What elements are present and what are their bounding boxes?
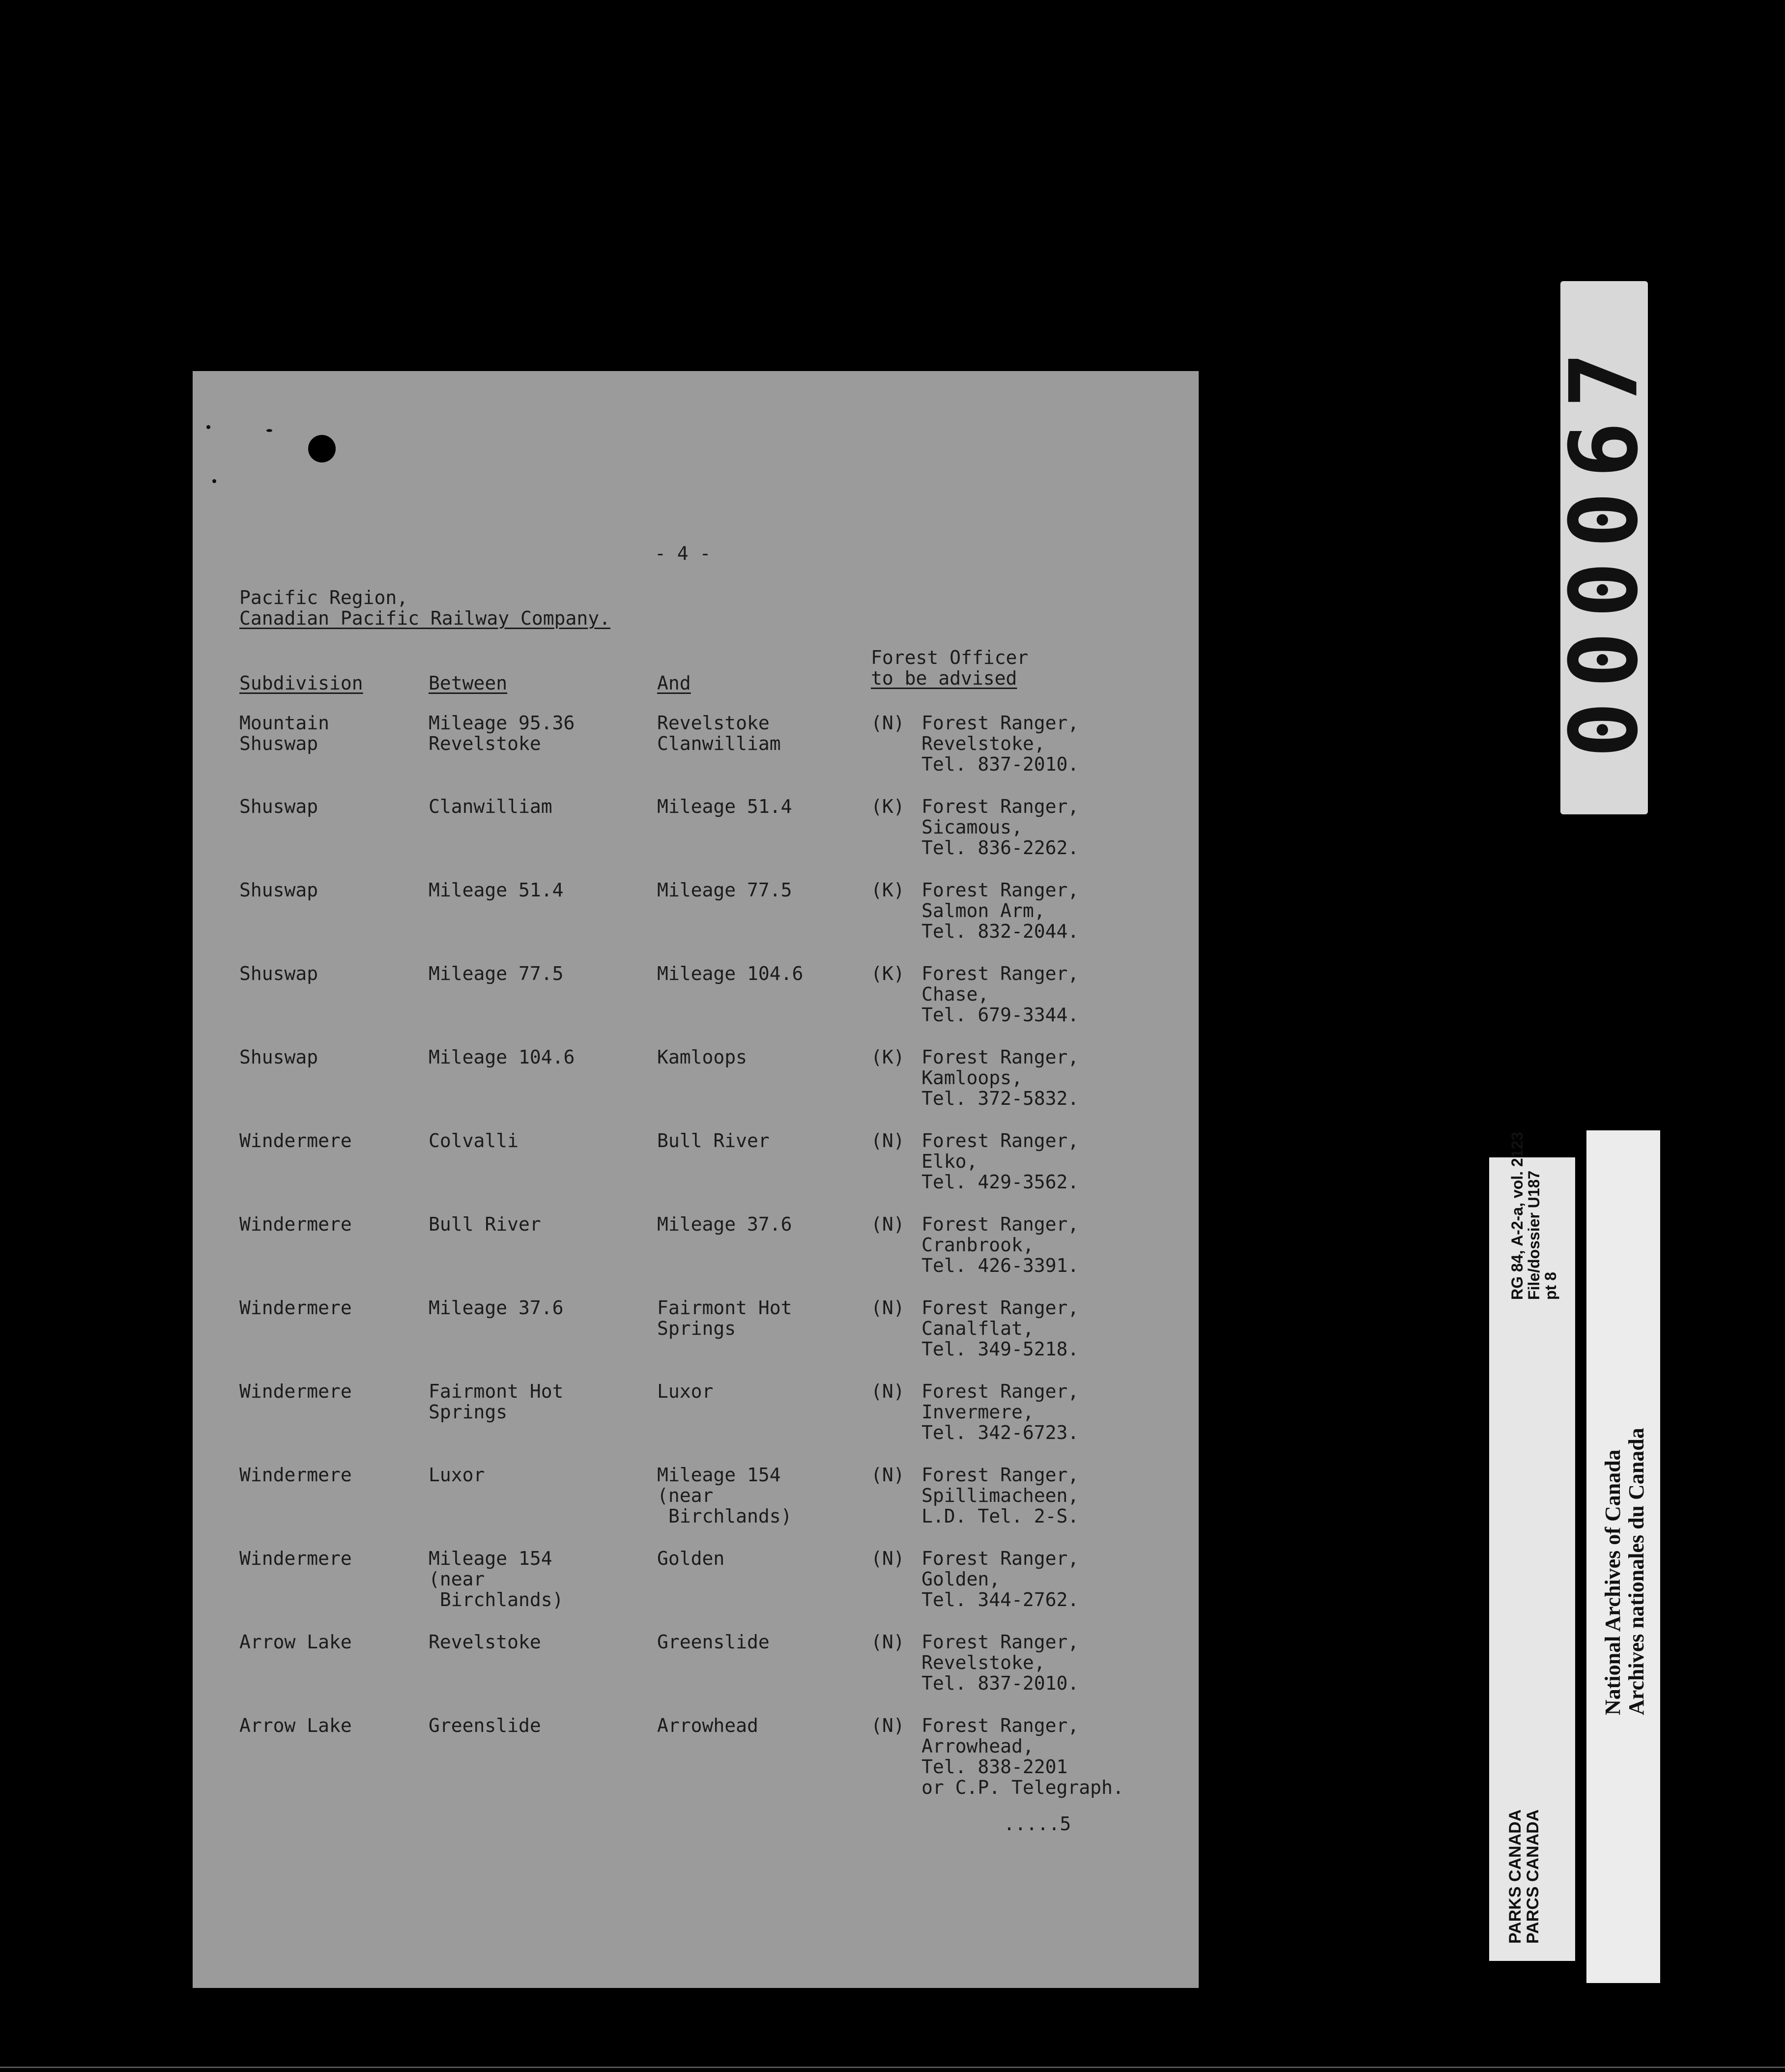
row-code: (N) xyxy=(871,1715,905,1736)
row-officer: Forest Ranger, Golden, Tel. 344-2762. xyxy=(921,1548,1079,1611)
region-title: Pacific Region, xyxy=(239,587,408,608)
row-officer: Forest Ranger, Cranbrook, Tel. 426-3391. xyxy=(921,1213,1079,1276)
row-code: (K) xyxy=(871,796,905,817)
row-and: Mileage 104.6 xyxy=(657,963,804,984)
frame-number: 000067 xyxy=(1550,338,1659,758)
reference-text: RG 84, A-2-a, vol. 2123 File/dossier U187 pt 8 xyxy=(1508,1131,1559,1300)
row-officer: Forest Ranger, Spillimacheen, L.D. Tel. 2-S. xyxy=(921,1464,1079,1527)
row-code: (N) xyxy=(871,1464,905,1486)
punch-hole xyxy=(308,435,336,462)
row-and: Greenslide xyxy=(657,1631,770,1653)
row-code: (N) xyxy=(871,1130,905,1151)
header-subdivision: Subdivision xyxy=(239,672,363,694)
speck xyxy=(266,429,272,432)
speck xyxy=(206,425,210,429)
row-code: (N) xyxy=(871,712,905,734)
row-and: Revelstoke Clanwilliam xyxy=(657,712,781,754)
row-between: Clanwilliam xyxy=(429,796,552,817)
row-officer: Forest Ranger, Revelstoke, Tel. 837-2010. xyxy=(921,1631,1079,1694)
row-code: (N) xyxy=(871,1297,905,1319)
row-code: (N) xyxy=(871,1381,905,1402)
row-and: Bull River xyxy=(657,1130,770,1151)
row-subdivision: Mountain Shuswap xyxy=(239,712,330,754)
row-officer: Forest Ranger, Salmon Arm, Tel. 832-2044. xyxy=(921,879,1079,942)
row-subdivision: Arrow Lake xyxy=(239,1715,352,1736)
row-and: Fairmont Hot Springs xyxy=(657,1297,792,1339)
row-between: Fairmont Hot Springs xyxy=(429,1381,564,1423)
row-officer: Forest Ranger, Kamloops, Tel. 372-5832. xyxy=(921,1046,1079,1109)
row-and: Golden xyxy=(657,1548,725,1569)
row-subdivision: Shuswap xyxy=(239,796,318,817)
row-and: Luxor xyxy=(657,1381,714,1402)
row-code: (N) xyxy=(871,1548,905,1569)
row-officer: Forest Ranger, Elko, Tel. 429-3562. xyxy=(921,1130,1079,1193)
page-number: - 4 - xyxy=(655,543,711,564)
frame-number-stamp xyxy=(1550,281,1659,814)
row-code: (K) xyxy=(871,879,905,901)
row-between: Mileage 37.6 xyxy=(429,1297,564,1319)
company-title: Canadian Pacific Railway Company. xyxy=(239,607,610,629)
row-between: Greenslide xyxy=(429,1715,541,1736)
header-officer-line2: to be advised xyxy=(871,667,1017,689)
archive-reference-label xyxy=(1489,1131,1575,1961)
row-between: Mileage 154 (near Birchlands) xyxy=(429,1548,564,1611)
row-between: Mileage 104.6 xyxy=(429,1046,575,1068)
row-between: Mileage 77.5 xyxy=(429,963,564,984)
speck xyxy=(212,479,216,483)
row-officer: Forest Ranger, Canalflat, Tel. 349-5218. xyxy=(921,1297,1079,1360)
row-and: Kamloops xyxy=(657,1046,748,1068)
continuation-marker: .....5 xyxy=(1004,1813,1071,1835)
row-subdivision: Windermere xyxy=(239,1297,352,1319)
row-officer: Forest Ranger, Chase, Tel. 679-3344. xyxy=(921,963,1079,1026)
row-and: Mileage 51.4 xyxy=(657,796,792,817)
row-between: Mileage 95.36 Revelstoke xyxy=(429,712,575,754)
row-code: (N) xyxy=(871,1213,905,1235)
row-code: (K) xyxy=(871,1046,905,1068)
header-and: And xyxy=(657,672,691,694)
row-officer: Forest Ranger, Revelstoke, Tel. 837-2010. xyxy=(921,712,1079,775)
row-code: (N) xyxy=(871,1631,905,1653)
row-and: Mileage 37.6 xyxy=(657,1213,792,1235)
row-subdivision: Shuswap xyxy=(239,963,318,984)
row-and: Arrowhead xyxy=(657,1715,758,1736)
row-between: Luxor xyxy=(429,1464,485,1486)
agency-text: PARKS CANADA PARCS CANADA xyxy=(1506,1809,1542,1944)
row-subdivision: Shuswap xyxy=(239,1046,318,1068)
row-subdivision: Windermere xyxy=(239,1464,352,1486)
row-officer: Forest Ranger, Invermere, Tel. 342-6723. xyxy=(921,1381,1079,1443)
header-officer-line1: Forest Officer xyxy=(871,647,1029,668)
row-officer: Forest Ranger, Arrowhead, Tel. 838-2201 or C.P. Telegraph. xyxy=(921,1715,1124,1798)
row-between: Colvalli xyxy=(429,1130,519,1151)
row-code: (K) xyxy=(871,963,905,984)
archives-text: National Archives of Canada Archives nationales du Canada xyxy=(1601,1428,1648,1715)
film-edge xyxy=(0,2067,1785,2068)
row-between: Mileage 51.4 xyxy=(429,879,564,901)
header-between: Between xyxy=(429,672,508,694)
row-between: Revelstoke xyxy=(429,1631,541,1653)
row-subdivision: Windermere xyxy=(239,1548,352,1569)
document-page xyxy=(193,371,1199,1988)
row-officer: Forest Ranger, Sicamous, Tel. 836-2262. xyxy=(921,796,1079,859)
row-subdivision: Windermere xyxy=(239,1130,352,1151)
row-subdivision: Windermere xyxy=(239,1213,352,1235)
row-and: Mileage 154 (near Birchlands) xyxy=(657,1464,792,1527)
row-subdivision: Windermere xyxy=(239,1381,352,1402)
archives-label xyxy=(1586,1130,1660,1983)
row-and: Mileage 77.5 xyxy=(657,879,792,901)
row-between: Bull River xyxy=(429,1213,541,1235)
row-subdivision: Arrow Lake xyxy=(239,1631,352,1653)
row-subdivision: Shuswap xyxy=(239,879,318,901)
